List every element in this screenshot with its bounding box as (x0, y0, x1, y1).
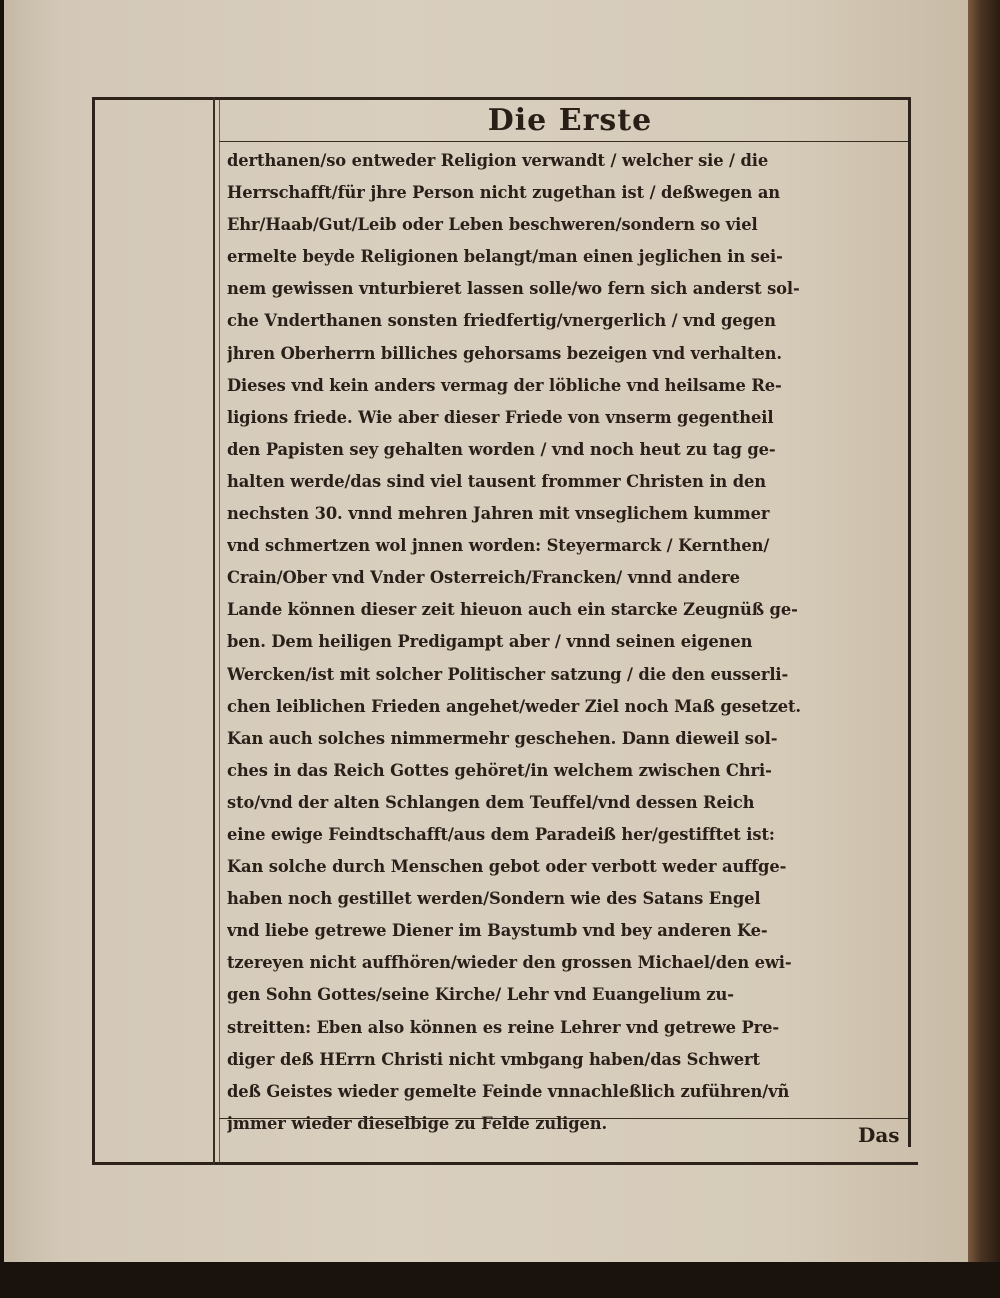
text-line: eine ewige Feindtschafft/aus dem Paradeiß her/gestifftet ist: (227, 824, 775, 844)
heading-rule (219, 141, 909, 142)
text-line: chen leiblichen Frieden angehet/weder Ziel noch Maß gesetzet. (227, 696, 801, 716)
catchword: Das (858, 1123, 900, 1147)
text-line: tzereyen nicht auffhören/wieder den grossen Michael/den ewi- (227, 953, 792, 973)
text-line: Lande können dieser zeit hieuon auch ein starcke Zeugnüß ge- (227, 600, 798, 620)
frame-rule-bottom (92, 1162, 918, 1165)
text-line: Ehr/Haab/Gut/Leib oder Leben beschweren/sondern so viel (227, 215, 758, 235)
text-line: nem gewissen vnturbieret lassen solle/wo fern sich anderst sol- (227, 279, 800, 299)
text-line: streitten: Eben also können es reine Lehrer vnd getrewe Pre- (227, 1017, 780, 1037)
text-line: derthanen/so entweder Religion verwandt / welcher sie / die (227, 151, 769, 170)
book-bottom-edge (0, 1262, 1000, 1298)
book-fore-edge (968, 0, 1000, 1298)
text-line: nechsten 30. vnnd mehren Jahren mit vnseglichem kummer (227, 504, 770, 524)
body-text (227, 145, 909, 1140)
frame-rule-left (92, 97, 95, 1165)
text-line: gen Sohn Gottes/seine Kirche/ Lehr vnd Euangelium zu- (227, 985, 734, 1005)
text-line: deß Geistes wieder gemelte Feinde vnnachleßlich zuführen/vñ (227, 1081, 790, 1101)
text-line: jhren Oberherrn billiches gehorsams bezeigen vnd verhalten. (227, 343, 782, 363)
text-line: ben. Dem heiligen Predigampt aber / vnnd seinen eigenen (227, 632, 753, 652)
text-line: halten werde/das sind viel tausent frommer Christen in den (227, 471, 767, 491)
text-line: vnd schmertzen wol jnnen worden: Steyermarck / Kernthen/ (227, 536, 770, 556)
text-line: Crain/Ober vnd Vnder Osterreich/Francken/ vnnd andere (227, 568, 740, 588)
text-line: ches in das Reich Gottes gehöret/in welchem zwischen Chri- (227, 760, 772, 780)
text-line: Herrschafft/für jhre Person nicht zugethan ist / deßwegen an (227, 183, 781, 203)
text-line: Kan auch solches nimmermehr geschehen. Dann dieweil sol- (227, 728, 778, 748)
text-line: Wercken/ist mit solcher Politischer satzung / die den eusserli- (227, 664, 789, 684)
text-line: che Vnderthanen sonsten friedfertig/vnergerlich / vnd gegen (227, 311, 776, 331)
text-line: diger deß HErrn Christi nicht vmbgang haben/das Schwert (227, 1049, 760, 1069)
text-line: Dieses vnd kein anders vermag der löbliche vnd heilsame Re- (227, 375, 782, 395)
text-line: den Papisten sey gehalten worden / vnd noch heut zu tag ge- (227, 439, 776, 459)
text-line: jmmer wieder dieselbige zu Felde zuligen. (227, 1113, 608, 1133)
text-line: ermelte beyde Religionen belangt/man einen jeglichen in sei- (227, 247, 783, 267)
text-line: ligions friede. Wie aber dieser Friede von vnserm gegentheil (227, 407, 774, 427)
text-line: vnd liebe getrewe Diener im Baystumb vnd bey anderen Ke- (227, 921, 768, 941)
text-line: haben noch gestillet werden/Sondern wie des Satans Engel (227, 889, 761, 909)
text-line: sto/vnd der alten Schlangen dem Teuffel/vnd dessen Reich (227, 792, 755, 812)
margin-rule (213, 97, 215, 1165)
margin-rule-secondary (219, 97, 220, 1165)
text-line: Kan solche durch Menschen gebot oder verbott weder auffge- (227, 857, 787, 877)
running-head: Die Erste (487, 103, 653, 138)
